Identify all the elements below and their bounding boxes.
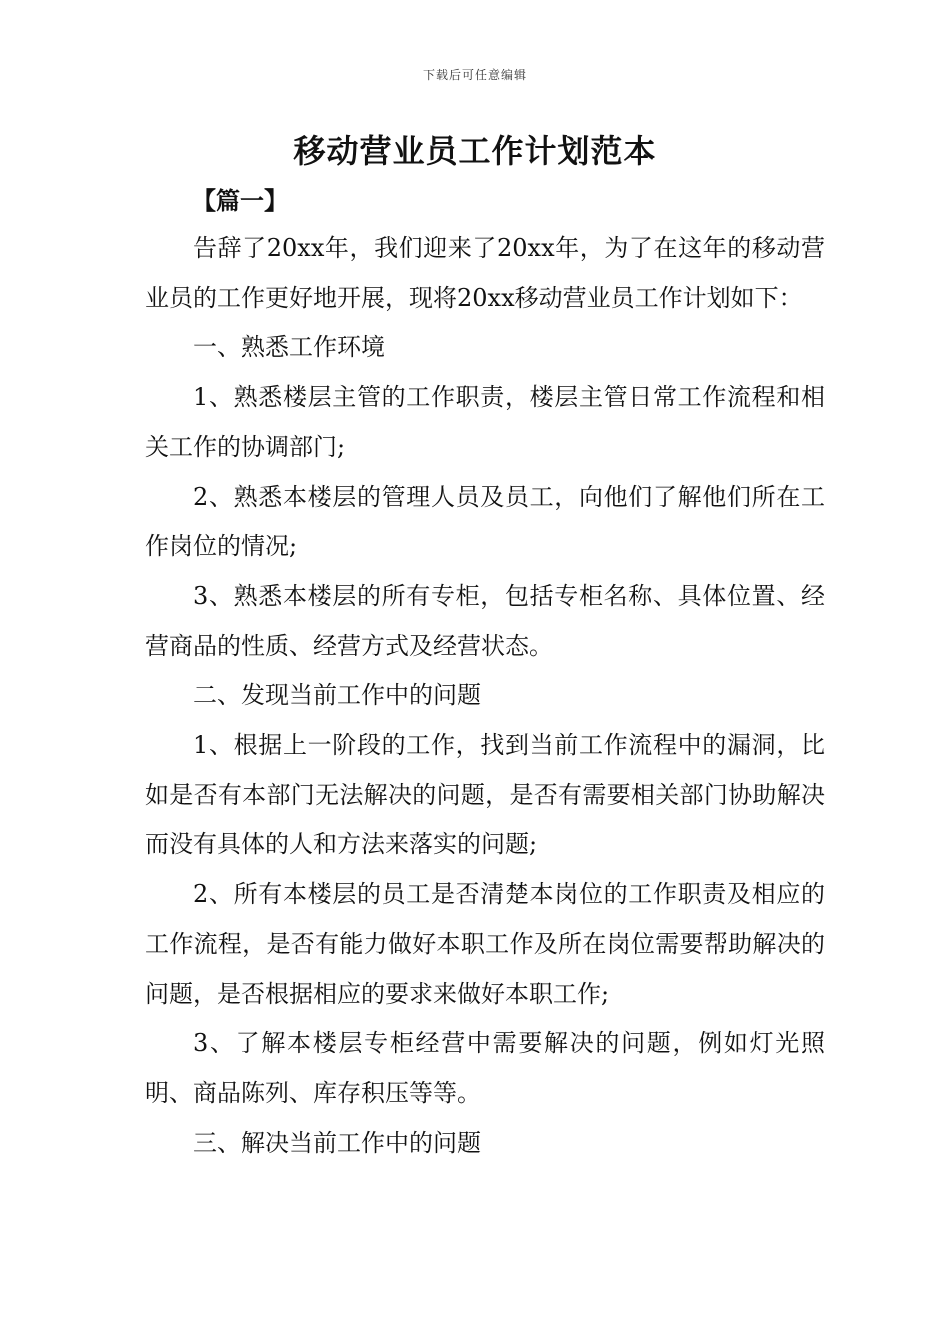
document-body bbox=[145, 224, 825, 1168]
paragraph-item: 3、了解本楼层专柜经营中需要解决的问题，例如灯光照明、商品陈列、库存积压等等。 bbox=[145, 1029, 825, 1107]
document-title: 移动营业员工作计划范本 bbox=[293, 132, 657, 170]
paragraph-item: 2、所有本楼层的员工是否清楚本岗位的工作职责及相应的工作流程，是否有能力做好本职工作及所在岗位需要帮助解决的问题，是否根据相应的要求来做好本职工作; bbox=[145, 880, 825, 1008]
paragraph-item: 1、熟悉楼层主管的工作职责，楼层主管日常工作流程和相关工作的协调部门; bbox=[145, 383, 825, 461]
paragraph-item: 1、根据上一阶段的工作，找到当前工作流程中的漏洞，比如是否有本部门无法解决的问题，是否有需要相关部门协助解决而没有具体的人和方法来落实的问题; bbox=[145, 731, 825, 859]
heading-find-problems: 二、发现当前工作中的问题 bbox=[193, 681, 481, 710]
heading-familiarize-environment: 一、熟悉工作环境 bbox=[193, 333, 385, 362]
heading-solve-problems: 三、解决当前工作中的问题 bbox=[193, 1128, 481, 1157]
paragraph-item: 2、熟悉本楼层的管理人员及员工，向他们了解他们所在工作岗位的情况; bbox=[145, 482, 825, 561]
paragraph-item: 3、熟悉本楼层的所有专柜，包括专柜名称、具体位置、经营商品的性质、经营方式及经营状态。 bbox=[145, 581, 825, 660]
header-note: 下载后可任意编辑 bbox=[422, 68, 527, 82]
paragraph-intro: 告辞了20xx年，我们迎来了20xx年，为了在这年的移动营业员的工作更好地开展，现将20xx移动营业员工作计划如下： bbox=[145, 234, 825, 312]
section-label: 【篇一】 bbox=[192, 186, 288, 215]
